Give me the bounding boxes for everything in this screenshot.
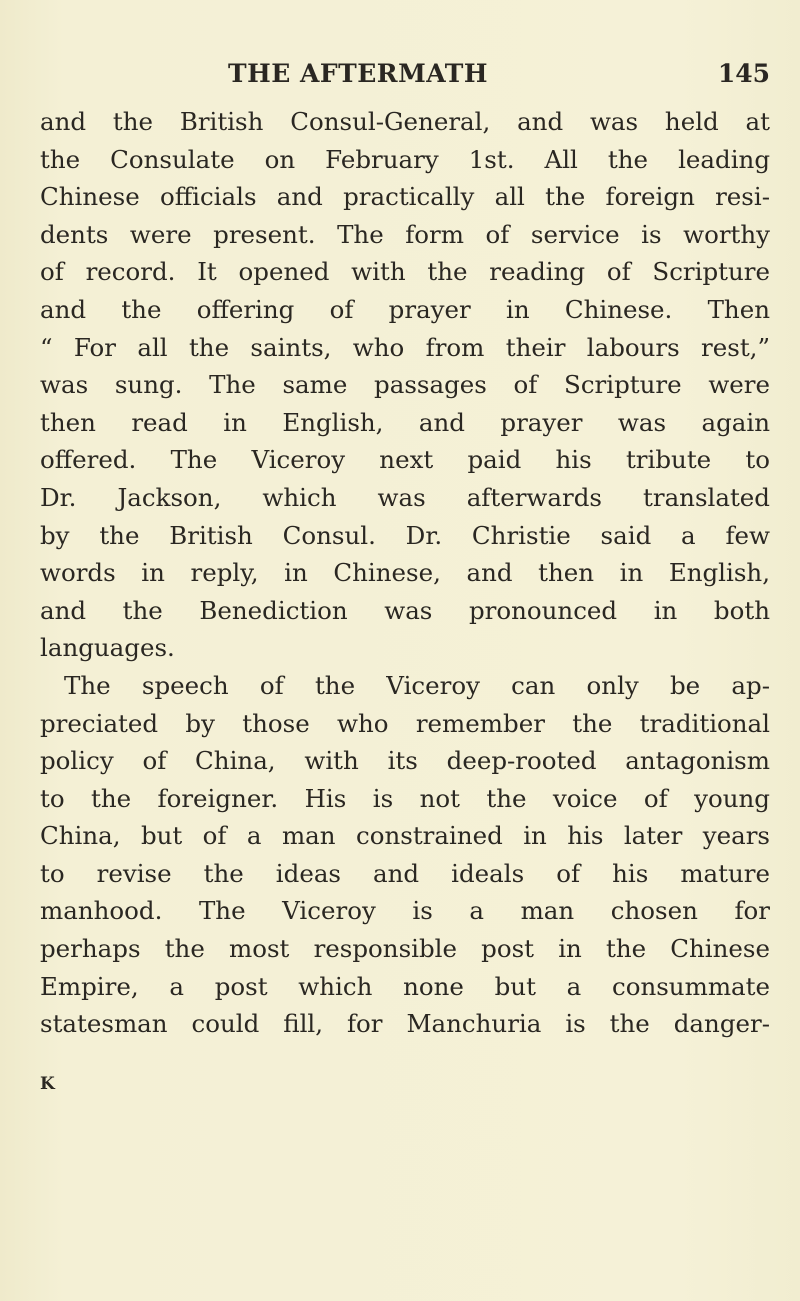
text-line: to revise the ideas and ideals of his mature [40, 858, 770, 888]
text-line: “ For all the saints, who from their labours rest,” [40, 332, 770, 362]
body-text [40, 103, 770, 1043]
text-line: statesman could fill, for Manchuria is the danger- [40, 1009, 770, 1039]
text-line: Dr. Jackson, which was afterwards translated [40, 482, 770, 512]
text-line: and the offering of prayer in Chinese. Then [40, 294, 770, 324]
text-line: of record. It opened with the reading of Scripture [40, 257, 770, 287]
text-line: Chinese officials and practically all the foreign resi- [40, 182, 770, 212]
text-line: words in reply, in Chinese, and then in English, [40, 558, 770, 588]
signature-mark: K [40, 1074, 55, 1094]
text-line: the Consulate on February 1st. All the leading [40, 144, 770, 174]
page-number: 145 [717, 59, 770, 88]
text-line: preciated by those who remember the traditional [40, 708, 770, 738]
paragraph [40, 667, 770, 1043]
text-line: dents were present. The form of service is worthy [40, 219, 770, 249]
text-line: policy of China, with its deep-rooted antagonism [40, 746, 770, 776]
text-line: then read in English, and prayer was again [40, 407, 770, 437]
text-line: languages. [40, 633, 175, 663]
paragraph [40, 103, 770, 667]
text-line: was sung. The same passages of Scripture were [40, 370, 770, 400]
text-line: and the Benediction was pronounced in both [40, 595, 770, 625]
text-line: by the British Consul. Dr. Christie said a few [40, 520, 770, 550]
text-line: perhaps the most responsible post in the Chinese [40, 934, 770, 964]
running-head [40, 59, 770, 93]
text-line: and the British Consul-General, and was held at [40, 107, 770, 136]
text-line: China, but of a man constrained in his later years [40, 821, 770, 851]
text-line: Empire, a post which none but a consummate [40, 971, 770, 1001]
text-line: manhood. The Viceroy is a man chosen for [40, 896, 770, 926]
text-line: The speech of the Viceroy can only be ap- [64, 670, 770, 700]
running-head-title: THE AFTERMATH [228, 59, 488, 88]
text-line: to the foreigner. His is not the voice of young [40, 783, 770, 813]
text-line: offered. The Viceroy next paid his tribute to [40, 445, 770, 475]
